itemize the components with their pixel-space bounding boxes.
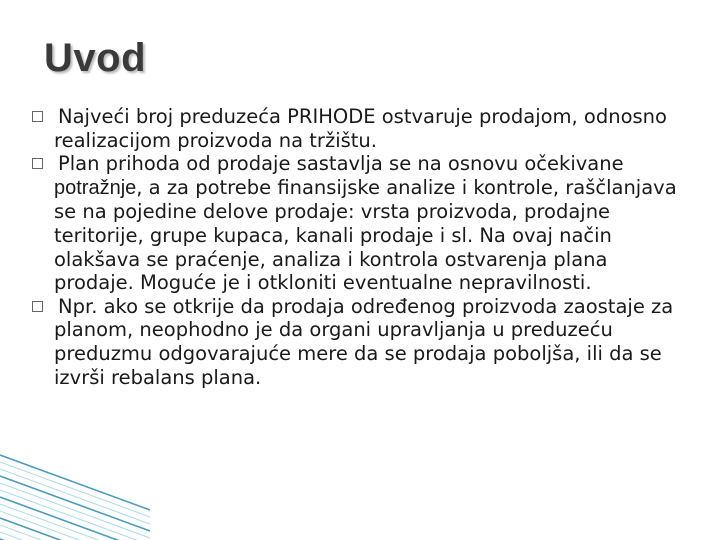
slide-title: Uvod — [44, 36, 146, 80]
decor-stripe — [0, 476, 150, 531]
bullet-item-2 — [32, 152, 682, 295]
bullet-text: Npr. ako se otkrije da prodaja određenog proizvoda zaostaje za planom, neophodno je da organi upravljanja u preduzeću preduzmu odgovarajuće mere da se prodaja poboljša, ili da se izvrši rebalans plana. — [54, 294, 674, 389]
square-bullet-icon — [32, 111, 43, 122]
decor-stripe — [0, 455, 150, 510]
decor-stripe — [0, 483, 150, 538]
bullet-text: Najveći broj preduzeća PRIHODE ostvaruje prodajom, odnosno realizacijom proizvoda na tržištu. — [54, 105, 667, 152]
square-bullet-icon — [32, 158, 43, 169]
decor-stripe — [0, 469, 150, 524]
slide-content — [32, 105, 682, 389]
bullet-emphasis: potražnje — [54, 176, 137, 199]
bullet-item-1 — [32, 105, 682, 152]
decor-stripe — [0, 525, 150, 540]
square-bullet-icon — [32, 301, 43, 312]
decor-stripe — [0, 462, 150, 517]
decor-stripe — [0, 490, 150, 540]
bullet-text-after: , a za potrebe finansijske analize i kontrole, raščlanjava se na pojedine delove prodaje: vrsta proizvoda, prodajne teritorije, grupe kupaca, kanali prodaje i sl. Na ovaj način olakšava se praćenje, analiza i kontrola ostvarenja plana prodaje. Moguće je i otkloniti eventualne nepravilnosti. — [54, 175, 677, 295]
bullet-item-3 — [32, 295, 682, 389]
bullet-text-before: Plan prihoda od prodaje sastavlja se na osnovu očekivane — [58, 152, 624, 176]
diagonal-stripes-decoration — [0, 450, 150, 540]
